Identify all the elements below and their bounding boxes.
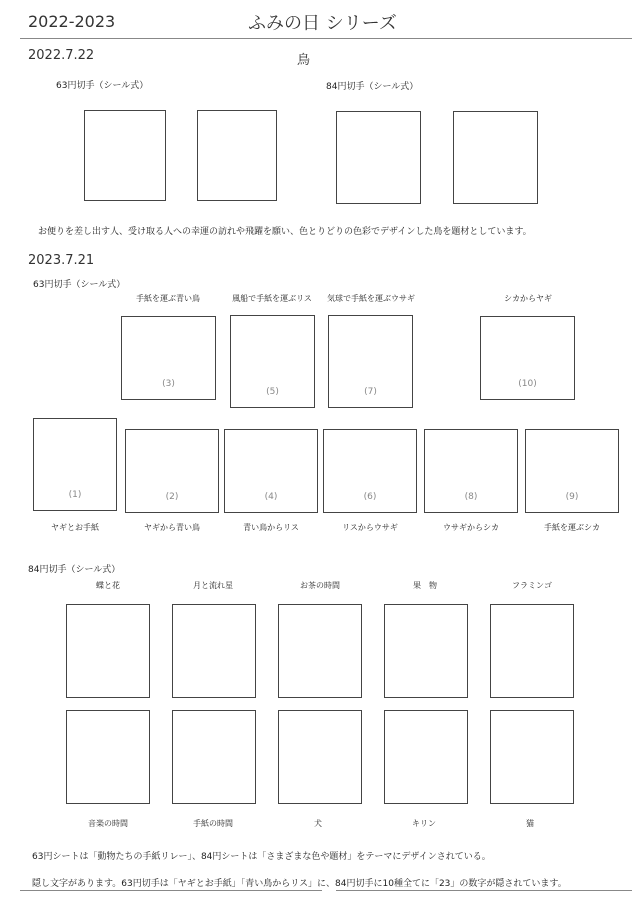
stamp-84-top-2 <box>172 604 256 698</box>
caption-63-row-6: 手紙を運ぶシカ <box>544 523 600 532</box>
label-84yen-2022: 84円切手（シール式） <box>326 82 419 92</box>
stamp-number-7: (7) <box>364 387 377 397</box>
footer-divider-left <box>20 890 322 891</box>
stamp-84-top-4 <box>384 604 468 698</box>
caption-84-bottom-4: キリン <box>412 819 436 828</box>
stamp-2022-63-1 <box>84 110 166 201</box>
caption-63-row-1: ヤギとお手紙 <box>51 523 99 532</box>
caption-63-row-3: 青い鳥からリス <box>243 523 299 532</box>
stamp-63-2 <box>125 429 219 513</box>
stamp-84-bottom-2 <box>172 710 256 804</box>
stamp-number-2: (2) <box>165 492 179 502</box>
caption-84-top-2: 月と流れ星 <box>193 581 233 590</box>
label-63yen-2023: 63円切手（シール式） <box>33 280 126 290</box>
stamp-63-5 <box>230 315 315 408</box>
footer-note-theme: 63円シートは「動物たちの手紙リレー」、84円シートは「さまざまな色や題材」をテーマにデザインされている。 <box>32 852 491 862</box>
stamp-number-10: (10) <box>518 379 537 389</box>
stamp-84-bottom-4 <box>384 710 468 804</box>
caption-63-top-1: 手紙を運ぶ青い鳥 <box>136 294 200 303</box>
footer-note-hidden: 隠し文字があります。63円切手は「ヤギとお手紙」「青い鳥からリス」に、84円切手に10種全てに「23」の数字が隠されています。 <box>32 879 567 889</box>
stamp-number-3: (3) <box>162 379 175 389</box>
stamp-2022-63-2 <box>197 110 277 201</box>
caption-63-top-3: 気球で手紙を運ぶウサギ <box>327 294 415 303</box>
footer-divider-right <box>336 890 632 891</box>
caption-63-row-4: リスからウサギ <box>342 523 398 532</box>
caption-63-row-2: ヤギから青い鳥 <box>144 523 200 532</box>
issue-date-2023: 2023.7.21 <box>28 253 95 268</box>
label-63yen-2022: 63円切手（シール式） <box>56 81 149 91</box>
caption-63-top-4: シカからヤギ <box>504 294 552 303</box>
stamp-number-6: (6) <box>363 492 377 502</box>
caption-84-bottom-3: 犬 <box>314 819 322 828</box>
caption-84-top-4: 果 物 <box>413 581 437 590</box>
stamp-84-top-1 <box>66 604 150 698</box>
theme-2022: 鳥 <box>297 53 311 68</box>
stamp-number-1: (1) <box>68 490 82 500</box>
stamp-63-9 <box>525 429 619 513</box>
stamp-2022-84-1 <box>336 111 421 204</box>
caption-63-top-2: 風船で手紙を運ぶリス <box>232 294 312 303</box>
stamp-2022-84-2 <box>453 111 538 204</box>
caption-84-top-1: 蝶と花 <box>96 581 120 590</box>
header-divider <box>20 38 632 39</box>
stamp-84-top-5 <box>490 604 574 698</box>
stamp-84-bottom-5 <box>490 710 574 804</box>
description-2022: お便りを差し出す人、受け取る人への幸運の訪れや飛躍を願い、色とりどりの色彩でデザインした鳥を題材としています。 <box>38 227 532 237</box>
stamp-63-4 <box>224 429 318 513</box>
stamp-63-1 <box>33 418 117 511</box>
stamp-63-7 <box>328 315 413 408</box>
header-years: 2022-2023 <box>28 12 116 31</box>
issue-date-2022: 2022.7.22 <box>28 48 95 63</box>
stamp-84-bottom-3 <box>278 710 362 804</box>
caption-84-bottom-2: 手紙の時間 <box>193 819 233 828</box>
stamp-63-6 <box>323 429 417 513</box>
caption-84-bottom-5: 猫 <box>526 819 534 828</box>
label-84yen-2023: 84円切手（シール式） <box>28 565 121 575</box>
stamp-number-4: (4) <box>264 492 278 502</box>
stamp-63-10 <box>480 316 575 400</box>
caption-84-bottom-1: 音楽の時間 <box>88 819 128 828</box>
stamp-number-8: (8) <box>464 492 478 502</box>
stamp-number-5: (5) <box>266 387 279 397</box>
stamp-84-top-3 <box>278 604 362 698</box>
page-title: ふみの日 シリーズ <box>248 13 397 34</box>
caption-63-row-5: ウサギからシカ <box>443 523 499 532</box>
stamp-63-8 <box>424 429 518 513</box>
caption-84-top-3: お茶の時間 <box>300 581 340 590</box>
stamp-84-bottom-1 <box>66 710 150 804</box>
stamp-number-9: (9) <box>565 492 579 502</box>
stamp-63-3 <box>121 316 216 400</box>
caption-84-top-5: フラミンゴ <box>512 581 552 590</box>
